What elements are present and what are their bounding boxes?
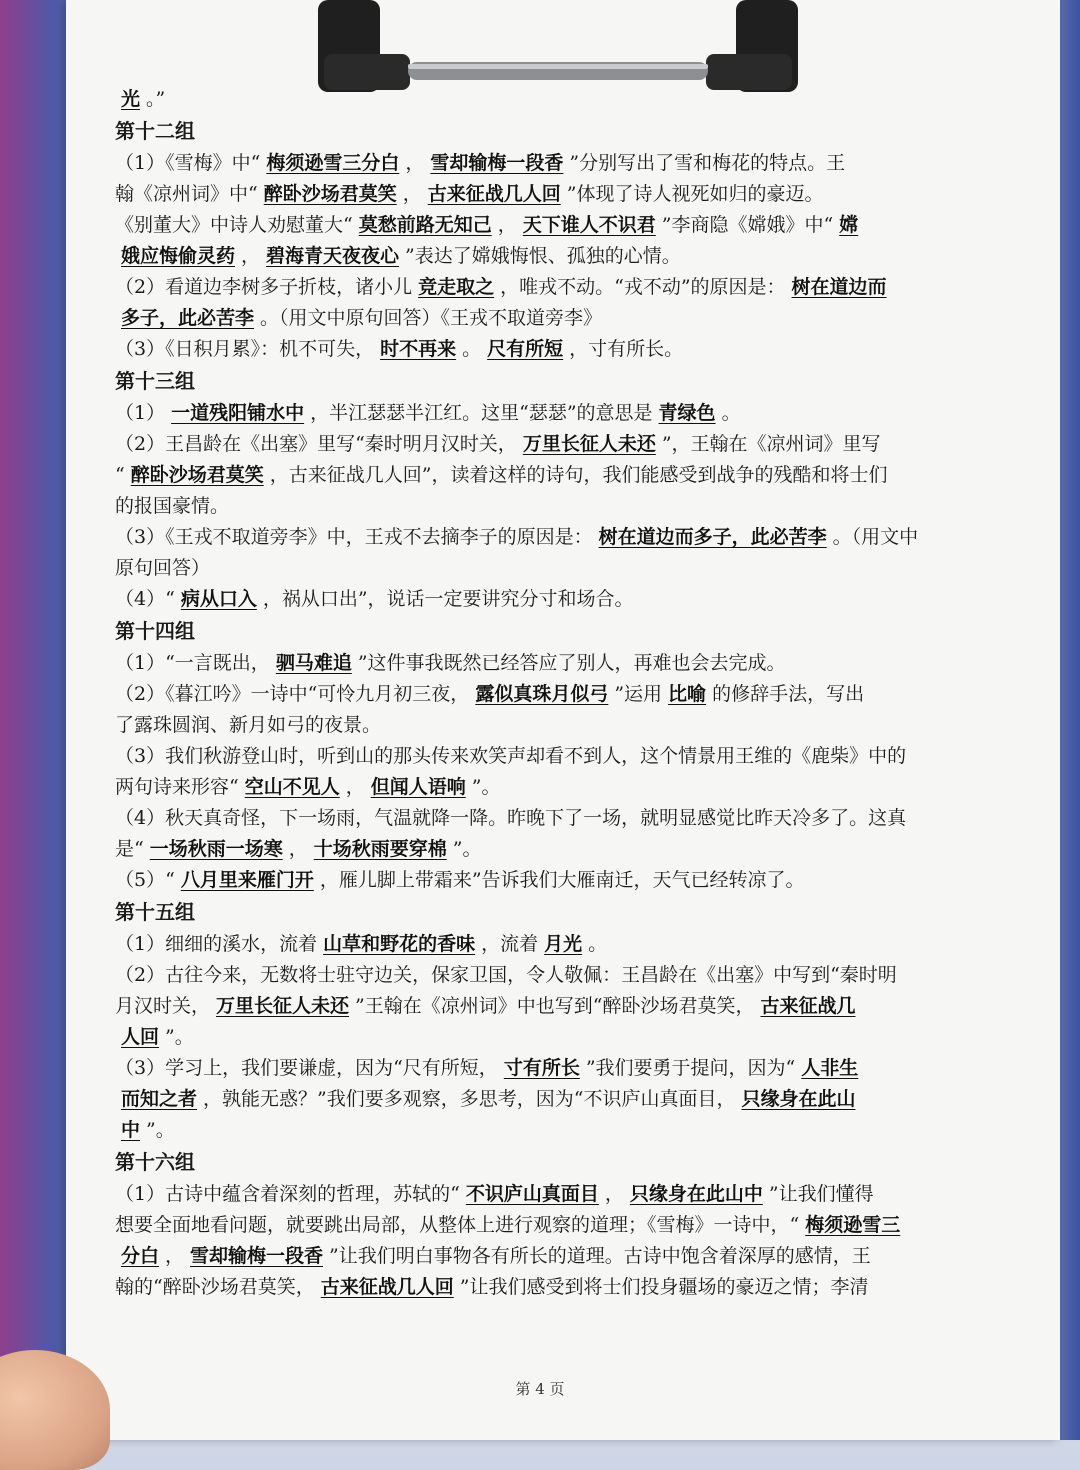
text: （2）王昌龄在《出塞》里写“秦时明月汉时关， bbox=[115, 433, 517, 455]
text: （3）我们秋游登山时，听到山的那头传来欢笑声却看不到人，这个情景用王维的《鹿柴》中的 bbox=[115, 745, 907, 767]
text: 了露珠圆润、新月如弓的夜景。 bbox=[115, 714, 382, 736]
text: ”李商隐《嫦娥》中“ bbox=[661, 214, 834, 236]
text: ，祸从口出”，说话一定要讲究分寸和场合。 bbox=[262, 588, 634, 610]
text: ， bbox=[165, 1245, 185, 1267]
worksheet-content bbox=[115, 84, 995, 1303]
line bbox=[115, 648, 995, 679]
line bbox=[115, 148, 995, 179]
text: ”。 bbox=[471, 776, 501, 798]
text: 月汉时关， bbox=[115, 995, 211, 1017]
answer: 一道残阳铺水中 bbox=[171, 402, 305, 424]
answer: 古来征战几人回 bbox=[320, 1276, 454, 1298]
text: （3）《王戎不取道旁李》中，王戎不去摘李子的原因是： bbox=[115, 526, 593, 548]
text: 是“ bbox=[115, 838, 144, 860]
line bbox=[115, 1241, 995, 1272]
text: 《别董大》中诗人劝慰董大“ bbox=[115, 214, 353, 236]
text: 。（用文中 bbox=[832, 526, 919, 548]
line bbox=[115, 1272, 995, 1303]
answer: 梅须逊雪三 bbox=[805, 1214, 901, 1236]
text: ”。 bbox=[146, 1119, 175, 1141]
text: ，雁儿脚上带霜来”告诉我们大雁南迁，天气已经转凉了。 bbox=[319, 869, 805, 891]
group-heading: 第十三组 bbox=[115, 369, 195, 393]
text: ”这件事我既然已经答应了别人，再难也会去完成。 bbox=[357, 652, 786, 674]
text: “ bbox=[115, 464, 125, 486]
line bbox=[115, 991, 995, 1022]
group-heading: 第十六组 bbox=[115, 1150, 195, 1174]
line bbox=[115, 960, 995, 991]
text: ， bbox=[402, 183, 422, 205]
text: ， bbox=[241, 245, 261, 267]
answer: 尺有所短 bbox=[487, 338, 564, 360]
text: （4）秋天真奇怪，下一场雨，气温就降一降。昨晚下了一场，就明显感觉比昨天冷多了。这真 bbox=[115, 807, 907, 829]
answer: 病从口入 bbox=[180, 588, 257, 610]
answer: 人非生 bbox=[801, 1057, 859, 1079]
line bbox=[115, 834, 995, 865]
text: ”让我们感受到将士们投身疆场的豪迈之情；李清 bbox=[459, 1276, 869, 1298]
line bbox=[115, 210, 995, 241]
line bbox=[115, 1022, 995, 1053]
line bbox=[115, 398, 995, 429]
text: ，半江瑟瑟半江红。这里“瑟瑟”的意思是 bbox=[310, 402, 653, 424]
answer: 露似真珠月似弓 bbox=[475, 683, 609, 705]
text: ”表达了嫦娥悔恨、孤独的心情。 bbox=[405, 245, 681, 267]
text: ”让我们明白事物各有所长的道理。古诗中饱含着深厚的感情，王 bbox=[329, 1245, 871, 1267]
answer: 莫愁前路无知己 bbox=[358, 214, 492, 236]
answer: 树在道边而 bbox=[791, 276, 887, 298]
text: ”，王翰在《凉州词》里写 bbox=[661, 433, 881, 455]
text: ， bbox=[345, 776, 365, 798]
line bbox=[115, 929, 995, 960]
text: 两句诗来形容“ bbox=[115, 776, 239, 798]
text: ，唯戎不动。“戎不动”的原因是： bbox=[500, 276, 786, 298]
line bbox=[115, 334, 995, 365]
text: （1） bbox=[115, 402, 166, 424]
text: ， bbox=[405, 152, 425, 174]
answer: 空山不见人 bbox=[244, 776, 340, 798]
line bbox=[115, 1115, 995, 1146]
answer: 中 bbox=[121, 1119, 141, 1141]
group-heading: 第十四组 bbox=[115, 619, 195, 643]
text: （4）“ bbox=[115, 588, 175, 610]
answer: 分白 bbox=[121, 1245, 160, 1267]
answer: 光 bbox=[121, 88, 141, 110]
answer: 山草和野花的香味 bbox=[323, 933, 476, 955]
answer: 十场秋雨要穿棉 bbox=[313, 838, 447, 860]
answer: 天下谁人不识君 bbox=[522, 214, 656, 236]
line bbox=[115, 1084, 995, 1115]
text: ， bbox=[604, 1183, 624, 1205]
answer: 树在道边而多子，此必苦李 bbox=[598, 526, 827, 548]
text: 的报国豪情。 bbox=[115, 495, 230, 517]
line bbox=[115, 1053, 995, 1084]
answer: 雪却输梅一段香 bbox=[430, 152, 564, 174]
text: ”王翰在《凉州词》中也写到“醉卧沙场君莫笑， bbox=[355, 995, 755, 1017]
text: ”体现了诗人视死如归的豪迈。 bbox=[566, 183, 824, 205]
answer: 多子，此必苦李 bbox=[121, 307, 255, 329]
text: （1）古诗中蕴含着深刻的哲理，苏轼的“ bbox=[115, 1183, 460, 1205]
answer: 而知之者 bbox=[121, 1088, 198, 1110]
text: ，流着 bbox=[481, 933, 539, 955]
answer: 竞走取之 bbox=[418, 276, 495, 298]
text: 。 bbox=[588, 933, 608, 955]
answer: 只缘身在此山中 bbox=[629, 1183, 763, 1205]
text: （1）细细的溪水，流着 bbox=[115, 933, 318, 955]
text: （1）“一言既出， bbox=[115, 652, 270, 674]
line bbox=[115, 179, 995, 210]
clipboard-clip bbox=[318, 0, 798, 96]
text: ，孰能无惑？”我们要多观察，多思考，因为“不识庐山真面目， bbox=[203, 1088, 736, 1110]
text: ”分别写出了雪和梅花的特点。王 bbox=[569, 152, 846, 174]
text: 。” bbox=[146, 88, 166, 110]
answer: 比喻 bbox=[668, 683, 707, 705]
line bbox=[115, 710, 995, 741]
line bbox=[115, 522, 995, 553]
answer: 寸有所长 bbox=[503, 1057, 580, 1079]
answer: 娥应悔偷灵药 bbox=[121, 245, 236, 267]
answer: 古来征战几 bbox=[760, 995, 856, 1017]
answer: 嫦 bbox=[839, 214, 859, 236]
group-heading: 第十五组 bbox=[115, 900, 195, 924]
text: 翰《凉州词》中“ bbox=[115, 183, 258, 205]
text: 翰的“醉卧沙场君莫笑， bbox=[115, 1276, 315, 1298]
text: 想要全面地看问题，就要跳出局部，从整体上进行观察的道理；《雪梅》一诗中，“ bbox=[115, 1214, 800, 1236]
text: 原句回答） bbox=[115, 557, 211, 579]
text: （5）“ bbox=[115, 869, 175, 891]
answer: 梅须逊雪三分白 bbox=[266, 152, 400, 174]
line bbox=[115, 553, 995, 584]
line bbox=[115, 429, 995, 460]
text: ， bbox=[497, 214, 517, 236]
line bbox=[115, 584, 995, 615]
text: ”。 bbox=[165, 1026, 194, 1048]
text: （2）古往今来，无数将士驻守边关，保家卫国，令人敬佩：王昌龄在《出塞》中写到“秦时明 bbox=[115, 964, 897, 986]
line bbox=[115, 241, 995, 272]
text: （2）看道边李树多子折枝，诸小儿 bbox=[115, 276, 413, 298]
text: ， bbox=[288, 838, 308, 860]
text: 。 bbox=[721, 402, 741, 424]
text: 的修辞手法，写出 bbox=[712, 683, 865, 705]
line bbox=[115, 491, 995, 522]
text: （1）《雪梅》中“ bbox=[115, 152, 261, 174]
answer: 万里长征人未还 bbox=[216, 995, 350, 1017]
line bbox=[115, 772, 995, 803]
answer: 雪却输梅一段香 bbox=[190, 1245, 324, 1267]
line bbox=[115, 679, 995, 710]
text: 。 bbox=[462, 338, 482, 360]
answer: 醉卧沙场君莫笑 bbox=[130, 464, 264, 486]
answer: 一场秋雨一场寒 bbox=[149, 838, 283, 860]
answer: 时不再来 bbox=[380, 338, 457, 360]
text: ”我们要勇于提问，因为“ bbox=[585, 1057, 796, 1079]
text: （3）《日积月累》：机不可失， bbox=[115, 338, 375, 360]
answer: 驷马难追 bbox=[275, 652, 352, 674]
answer: 青绿色 bbox=[658, 402, 716, 424]
line bbox=[115, 1179, 995, 1210]
text: ”让我们懂得 bbox=[768, 1183, 874, 1205]
answer: 古来征战几人回 bbox=[427, 183, 561, 205]
text: （3）学习上，我们要谦虚，因为“尺有所短， bbox=[115, 1057, 498, 1079]
answer: 醉卧沙场君莫笑 bbox=[263, 183, 397, 205]
line bbox=[115, 84, 995, 115]
answer: 八月里来雁门开 bbox=[180, 869, 314, 891]
answer: 月光 bbox=[544, 933, 583, 955]
text: 。（用文中原句回答）《王戎不取道旁李》 bbox=[260, 307, 603, 329]
page-number: 第 4 页 bbox=[515, 1380, 565, 1398]
group-heading: 第十二组 bbox=[115, 119, 195, 143]
line bbox=[115, 803, 995, 834]
text: ”。 bbox=[452, 838, 482, 860]
answer: 只缘身在此山 bbox=[741, 1088, 856, 1110]
answer: 碧海青天夜夜心 bbox=[266, 245, 400, 267]
line bbox=[115, 741, 995, 772]
text: ，寸有所长。 bbox=[569, 338, 684, 360]
text: ，古来征战几人回”，读着这样的诗句，我们能感受到战争的残酷和将士们 bbox=[269, 464, 888, 486]
line bbox=[115, 460, 995, 491]
line bbox=[115, 1210, 995, 1241]
answer: 人回 bbox=[121, 1026, 160, 1048]
answer: 万里长征人未还 bbox=[522, 433, 656, 455]
answer: 不识庐山真面目 bbox=[465, 1183, 599, 1205]
answer: 但闻人语响 bbox=[370, 776, 466, 798]
line bbox=[115, 303, 995, 334]
text: （2）《暮江吟》一诗中“可怜九月初三夜， bbox=[115, 683, 470, 705]
line bbox=[115, 272, 995, 303]
line bbox=[115, 865, 995, 896]
text: ”运用 bbox=[614, 683, 663, 705]
